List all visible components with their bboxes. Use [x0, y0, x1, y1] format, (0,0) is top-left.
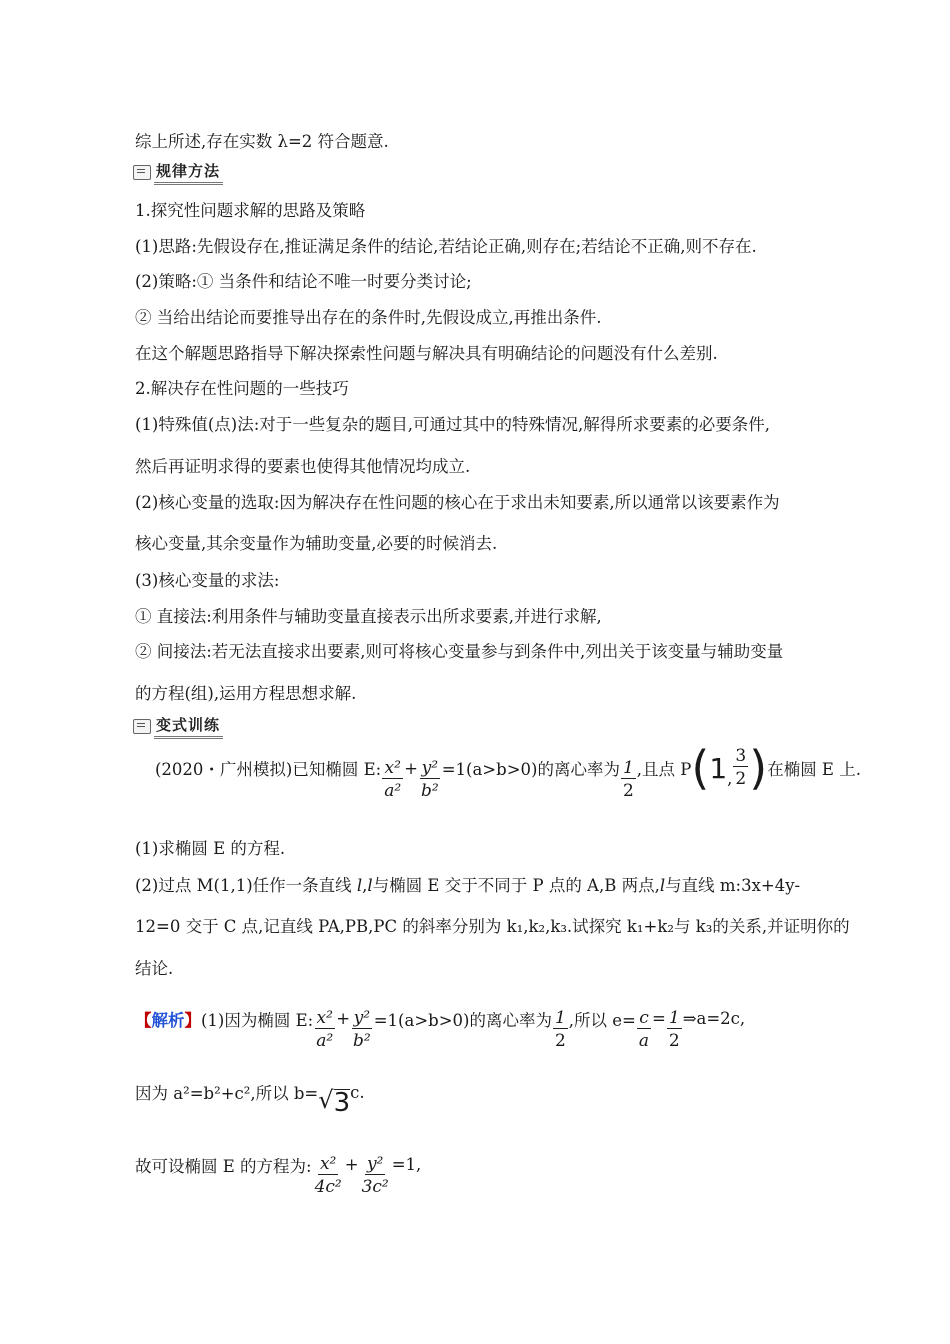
fraction-x2-a2: $\frac{\text{x²}}{\text{a²}}$: [316, 1008, 334, 1051]
method-line-3: (2)策略:① 当条件和结论不唯一时要分类讨论;: [135, 272, 472, 291]
method-heading: [133, 160, 223, 185]
practice-heading: [133, 714, 223, 739]
fraction-half: $\frac{1}{2}$: [622, 757, 634, 801]
fraction-half: $\frac{1}{2}$: [554, 1008, 566, 1051]
fraction-c-a: $\frac{c}{a}$: [638, 1008, 650, 1051]
fraction-y2-b2: $\frac{\text{y²}}{\text{b²}}$: [353, 1008, 371, 1051]
method-line-9: (2)核心变量的选取:因为解决存在性问题的核心在于求出未知要素,所以通常以该要素作为: [135, 493, 780, 512]
method-line-10: 核心变量,其余变量作为辅助变量,必要的时候消去.: [135, 534, 498, 553]
fraction-y2-b2: $\frac{\text{y²}}{\text{b²}}$: [421, 757, 439, 801]
method-line-2: (1)思路:先假设存在,推证满足条件的结论,若结论正确,则存在;若结论不正确,则不存在.: [135, 237, 757, 256]
question-2-line-1: (2)过点 M(1,1)任作一条直线 l,l与椭圆 E 交于不同于 P 点的 A,B 两点,l与直线 m:3x+4y-: [135, 876, 801, 895]
question-1: (1)求椭圆 E 的方程.: [135, 839, 286, 858]
method-line-8: 然后再证明求得的要素也使得其他情况均成立.: [135, 457, 471, 476]
question-2-line-3: 结论.: [135, 959, 174, 978]
method-line-6: 2.解决存在性问题的一些技巧: [135, 379, 349, 398]
solution-line-1: 【 解析 】 (1)因为椭圆 E: $\frac{\text{x²}}{\text{a²}}$ + $\frac{\text{y²}}{\text{b²}}$ =1(a>b>0)的离心率为 $\frac{1}{2}$ ,所以 e= $\frac{c}{a}$ = $\frac{1}{2}$ ⇒a=2c,: [135, 1008, 746, 1051]
method-line-7: (1)特殊值(点)法:对于一些复杂的题目,可通过其中的特殊情况,解得所求要素的必要条件,: [135, 415, 771, 434]
fraction-y2-3c2: $\frac{\text{y²}}{\text{3c²}}$: [361, 1154, 389, 1197]
note-icon: [133, 719, 151, 734]
method-line-14: 的方程(组),运用方程思想求解.: [135, 684, 357, 703]
practice-heading-label: 变式训练: [154, 714, 223, 739]
fraction-3-2: $\frac{3}{2}$: [735, 745, 747, 789]
solution-line-3: 故可设椭圆 E 的方程为: $\frac{\text{x²}}{\text{4c²}}$ + $\frac{\text{y²}}{\text{3c²}}$ =1,: [135, 1154, 422, 1197]
method-line-12: ① 直接法:利用条件与辅助变量直接表示出所求要素,并进行求解,: [135, 607, 602, 626]
method-line-13: ② 间接法:若无法直接求出要素,则可将核心变量参与到条件中,列出关于该变量与辅助变量: [135, 642, 784, 661]
method-line-5: 在这个解题思路指导下解决探索性问题与解决具有明确结论的问题没有什么差别.: [135, 344, 718, 363]
solution-label: 解析: [151, 1010, 185, 1030]
problem-intro: (2020・广州模拟)已知椭圆 E:: [155, 760, 382, 779]
fraction-half: $\frac{1}{2}$: [668, 1008, 680, 1051]
sqrt-symbol: √: [318, 1086, 334, 1114]
solution-line-2: 因为 a²=b²+c²,所以 b= √ 3 c.: [135, 1082, 365, 1118]
method-line-1: 1.探究性问题求解的思路及策略: [135, 201, 366, 220]
note-icon: [133, 165, 151, 180]
method-line-4: ② 当给出结论而要推导出存在的条件时,先假设成立,再推出条件.: [135, 308, 602, 327]
question-2-line-2: 12=0 交于 C 点,记直线 PA,PB,PC 的斜率分别为 k₁,k₂,k₃.试探究 k₁+k₂与 k₃的关系,并证明你的: [135, 917, 850, 936]
method-heading-label: 规律方法: [154, 160, 223, 185]
problem-statement: (2020・广州模拟)已知椭圆 E: $\frac{\text{x²}}{\text{a²}}$ + $\frac{\text{y²}}{\text{b²}}$ =1(a>b>0)的离心率为 $\frac{1}{2}$ ,且点 P ( 1 , $\frac{3}{2}$ ) 在椭圆 E 上.: [155, 741, 861, 801]
fraction-x2-4c2: $\frac{\text{x²}}{\text{4c²}}$: [314, 1154, 342, 1197]
fraction-x2-a2: $\frac{\text{x²}}{\text{a²}}$: [384, 757, 402, 801]
method-line-11: (3)核心变量的求法:: [135, 571, 280, 590]
conclusion-line: 综上所述,存在实数 λ=2 符合题意.: [135, 132, 389, 151]
